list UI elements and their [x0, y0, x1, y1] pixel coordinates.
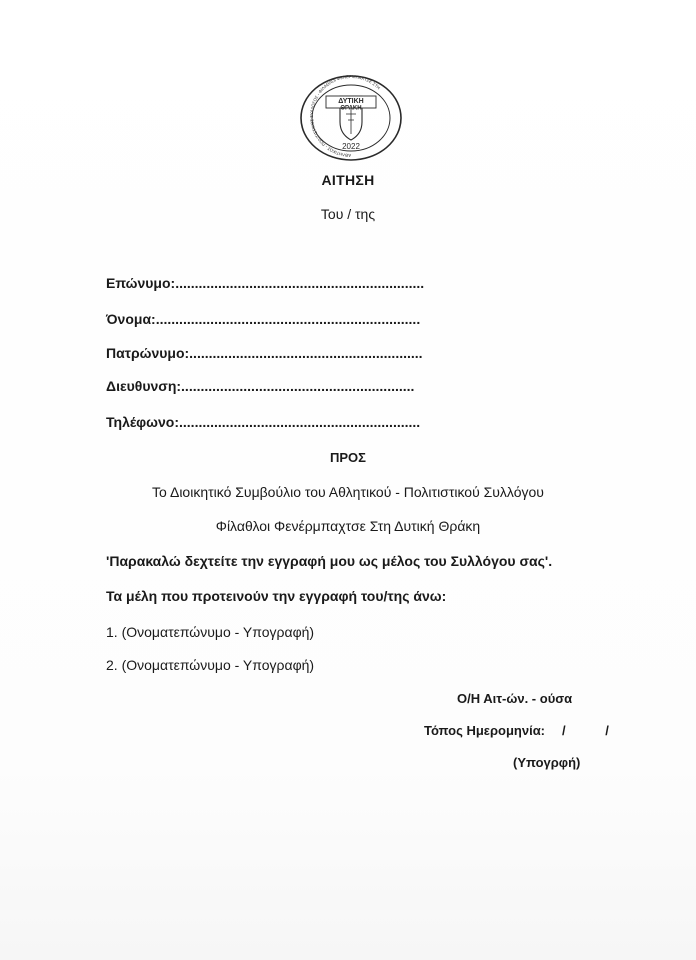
name-field[interactable]: Όνομα:....................................................................	[106, 311, 421, 327]
father-name-field[interactable]: Πατρώνυμο:............................................................	[106, 345, 423, 361]
club-seal-logo	[296, 74, 406, 162]
member-2-signature-line[interactable]: 2. (Ονοματεπώνυμο - Υπογραφή)	[106, 657, 315, 673]
recipient-line-1: Το Διοικητικό Συμβούλιο του Αθλητικού - Πολιτιστικού Συλλόγου	[152, 484, 544, 500]
applicant-label: Ο/Η Αιτ-ών. - ούσα	[457, 691, 573, 706]
member-1-signature-line[interactable]: 1. (Ονοματεπώνυμο - Υπογραφή)	[106, 624, 315, 640]
surname-field[interactable]: Επώνυμο:................................................................	[106, 275, 425, 291]
phone-field[interactable]: Τηλέφωνο:..............................................................	[106, 414, 421, 430]
seal-text-line2: ΘΡΑΚΗ	[340, 105, 362, 112]
seal-text-line1: ΔΥΤΙΚΗ	[338, 98, 364, 105]
place-date-label: Τόπος Ημερομηνία:	[424, 723, 546, 738]
seal-ring-text: ΑΘΛΗΤΙΚΟΣ - ΠΟΛΙΤΙΣΤΙΚΟΣ ΣΥΛΛΟΓΟΣ - ΦΙΛΑΘΛΟΙ ΦΕΝΕΡΜΠΑΧΤΣΕ ΣΤΗ	[309, 74, 382, 159]
document-subtitle: Του / της	[320, 206, 376, 222]
recipient-heading: ΠΡΟΣ	[330, 450, 366, 465]
address-field[interactable]: Διευθυνση:............................................................	[106, 378, 415, 394]
date-field[interactable]: / /	[562, 723, 627, 738]
document-title: ΑΙΤΗΣΗ	[321, 172, 375, 188]
request-statement: 'Παρακαλώ δεχτείτε την εγγραφή μου ως μέλος του Συλλόγου σας'.	[106, 553, 553, 569]
signature-label[interactable]: (Υπογρφή)	[513, 755, 581, 770]
seal-year: 2022	[342, 142, 360, 151]
recipient-line-2: Φίλαθλοι Φενέρμπαχτσε Στη Δυτική Θράκη	[215, 518, 481, 534]
members-heading: Τα μέλη που προτεινούν την εγγραφή του/της άνω:	[106, 588, 447, 604]
